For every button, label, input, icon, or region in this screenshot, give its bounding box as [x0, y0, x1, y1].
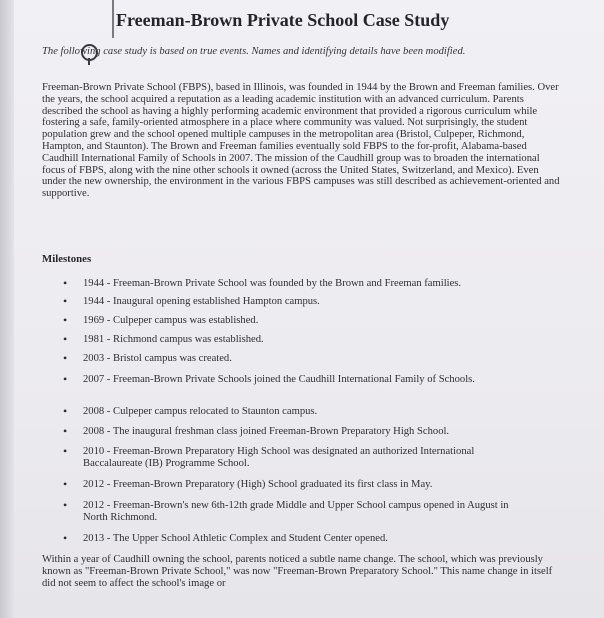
milestone-text: 2003 - Bristol campus was created. [83, 353, 232, 364]
milestone-text: 2013 - The Upper School Athletic Complex and Student Center opened. [83, 533, 388, 544]
bullet-icon: • [63, 531, 68, 545]
milestone-text: 2012 - Freeman-Brown's new 6th-12th grade Middle and Upper School campus opened in August in North Richmond. [83, 500, 509, 523]
milestone-item [63, 353, 533, 365]
milestone-text: 2012 - Freeman-Brown Preparatory (High) School graduated its first class in May. [83, 479, 433, 490]
milestone-item [63, 426, 533, 438]
bullet-icon: • [63, 498, 68, 512]
bullet-icon: • [63, 294, 68, 308]
mouse-pointer-stem [88, 58, 90, 65]
bullet-icon: • [63, 424, 68, 438]
disclaimer-note: The following case study is based on true events. Names and identifying details have been modified. [42, 46, 466, 57]
milestone-text: 2008 - Culpeper campus relocated to Staunton campus. [83, 406, 318, 417]
milestone-item [63, 446, 533, 470]
bullet-icon: • [63, 372, 68, 386]
bullet-icon: • [63, 404, 68, 418]
page-shadow-edge [0, 0, 14, 618]
milestone-item [63, 374, 533, 386]
milestones-heading: Milestones [42, 253, 92, 265]
milestone-text: 1969 - Culpeper campus was established. [83, 315, 259, 326]
closing-paragraph: Within a year of Caudhill owning the school, parents noticed a subtle name change. The school, which was previously known as "Freeman-Brown Private School," was now "Freeman-Brown Preparatory School." This name change in itself did not seem to affect the school's image or [42, 554, 553, 589]
milestone-text: 2008 - The inaugural freshman class joined Freeman-Brown Preparatory High School. [83, 426, 450, 437]
bullet-icon: • [63, 313, 68, 327]
milestone-item [63, 406, 533, 418]
milestone-item [63, 479, 533, 491]
bullet-icon: • [63, 477, 68, 491]
milestone-item [63, 315, 533, 327]
intro-paragraph: Freeman-Brown Private School (FBPS), based in Illinois, was founded in 1944 by the Brown and Freeman families. Over the years, the school acquired a reputation as a leading academic institution with an advanced curriculum. Parents described the school as having a highly performing academic environment that provided a rigorous curriculum while fostering a safe, family-oriented atmosphere in a place where community was valued. Not surprisingly, the student population grew and the school opened multiple campuses in the metropolitan area (Bristol, Culpeper, Richmond, Hampton, and Staunton). The Brown and Freeman families eventually sold FBPS to the for-profit, Alabama-based Caudhill International Family of Schools in 2007. The mission of the Caudhill group was to broaden the international focus of FBPS, along with the nine other schools it owned (across the United States, Switzerland, and Mexico). Even under the new ownership, the environment in the various FBPS campuses was still described as achievement-oriented and supportive. [42, 82, 560, 200]
milestone-item [63, 500, 533, 524]
bullet-icon: • [63, 332, 68, 346]
milestone-text: 2007 - Freeman-Brown Private Schools joined the Caudhill International Family of Schools. [83, 374, 475, 385]
milestone-item [63, 278, 533, 290]
bullet-icon: • [63, 444, 68, 458]
bullet-icon: • [63, 276, 68, 290]
milestone-text: 1944 - Freeman-Brown Private School was founded by the Brown and Freeman families. [83, 278, 462, 289]
milestone-text: 2010 - Freeman-Brown Preparatory High School was designated an authorized International Baccalaureate (IB) Programme School. [83, 446, 475, 469]
text-cursor-bar [112, 0, 114, 38]
bullet-icon: • [63, 351, 68, 365]
milestone-text: 1981 - Richmond campus was established. [83, 334, 264, 345]
milestone-item [63, 334, 533, 346]
milestone-item [63, 296, 533, 308]
milestone-text: 1944 - Inaugural opening established Hampton campus. [83, 296, 320, 307]
document-title: Freeman-Brown Private School Case Study [116, 10, 450, 30]
milestone-item [63, 533, 533, 545]
